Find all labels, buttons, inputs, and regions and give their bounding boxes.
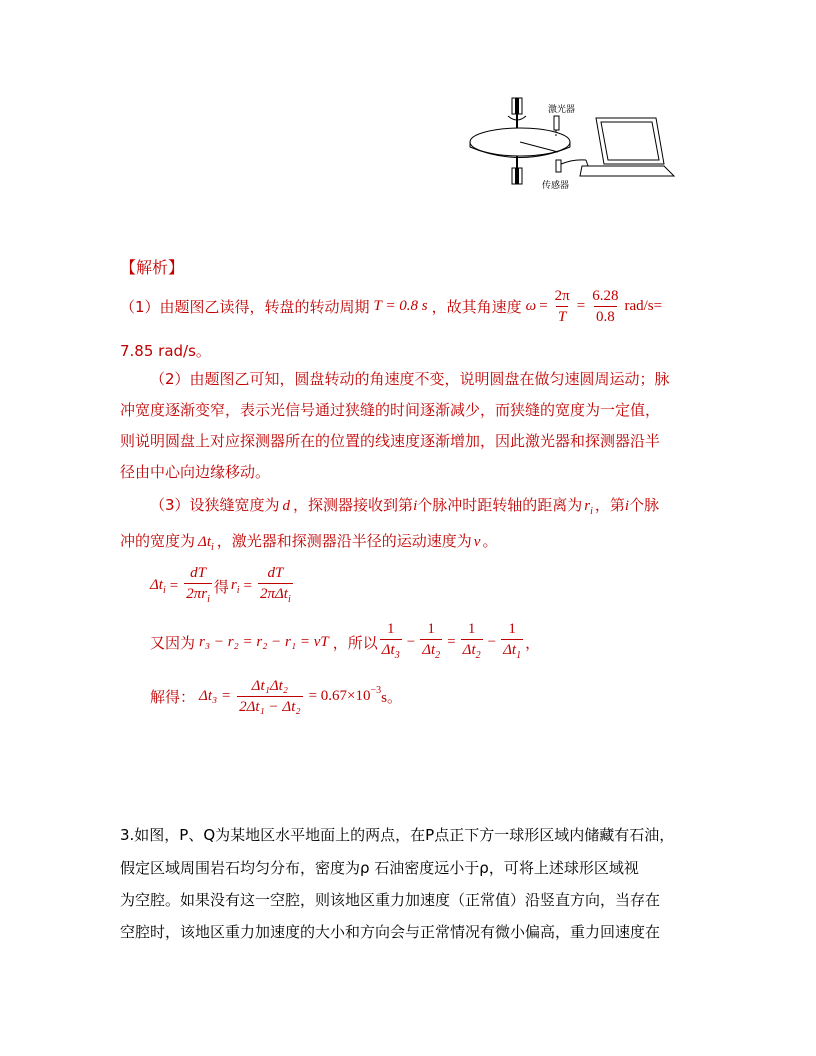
part1-line [120,286,662,326]
part2-line3: 则说明圆盘上对应探测器所在的位置的线速度逐渐增加，因此激光器和探测器沿半 [120,432,661,450]
part1-frac2-den: 0.8 [594,306,617,326]
experiment-figure [468,94,698,194]
q3-line3: 为空腔。如果没有这一空腔，则该地区重力加速度（正常值）沿竖直方向，当存在 [120,891,661,909]
eq2-prefix: 又因为 [150,633,196,652]
eq1-den: $2\pi r_i$ [184,583,212,609]
part3-l2-v: v [473,534,481,550]
sol-den: 2Δt₁ − Δt₂ [237,696,303,716]
part1-eq1: = [539,297,548,314]
sol-frac [237,677,303,716]
part3-eq1 [150,564,295,608]
part1-frac1 [553,287,572,326]
sol-lhs: Δt₃ = [199,687,232,704]
eq1-r: $r_i$ [230,576,240,596]
part3-l2-dt: $\Delta t_i$ [198,534,214,553]
sol-num: Δt₁Δt₂ [251,677,289,694]
laser-label: 激光器 [548,105,576,115]
part3-l1-b: ，探测器接收到第 [293,496,414,514]
part1-frac2-num: 6.28 [592,287,619,304]
part3-l2-c: 。 [482,532,498,550]
part1-omega: ω [525,297,537,314]
part1-frac2 [590,287,620,326]
part2-line4: 径由中心向边缘移动。 [120,463,271,481]
part3-line1 [150,494,659,517]
eq1-num: dT [190,564,206,581]
part1-mid: ，故其角速度 [431,297,522,316]
q3-line4: 空腔时，该地区重力加速度的大小和方向会与正常情况有微小偏高，重力回速度在 [120,923,661,941]
part1-unit: rad/s= [624,297,663,314]
eq1-den2: 2πΔt$_i$ [258,583,293,609]
part3-l1-i2: i [624,498,630,514]
sensor-label: 传感器 [542,181,570,191]
analysis-heading: 【解析】 [120,258,185,277]
sol-prefix: 解得： [150,687,196,706]
eq2-body: r₃ − r₂ = r₂ − r₁ = vT [199,633,329,650]
part3-l1-r: $r_i$ [584,498,593,517]
sol-exp: −3 [370,684,382,696]
eq2-frac-b: $\frac{1}{\Delta t_2}$ [420,620,442,665]
eq2-frac-c: $\frac{1}{\Delta t_2}$ [461,620,483,665]
eq1-lhs: $\Delta t_i$ [150,576,166,596]
eq2-frac-d: $\frac{1}{\Delta t_1}$ [501,620,523,665]
part3-eq2: 又因为 r₃ − r₂ = r₂ − r₁ = vT ，所以 $\frac{1}{\Delta t_3}$ − $\frac{1}{\Delta t_2}$ = $\frac{1}{\Delta t_2}$ − $\frac{1}{\Delta t_1}$ ， [150,620,540,664]
eq1-mid: 得 [213,577,229,596]
part3-l1-c: 个脉冲时距转轴的距离为 [417,496,583,514]
eq2-suffix: ， [525,633,541,652]
q3-line1: 3.如图，P、Q为某地区水平地面上的两点，在P点正下方一球形区域内储藏有石油， [120,826,675,844]
part1-period: T = 0.8 s [373,297,428,314]
part1-frac1-num: 2π [554,287,570,304]
part3-l1-d: d [282,498,291,514]
part1-frac1-den: T [556,306,568,326]
sol-unit: s。 [381,689,402,706]
sol-result: = 0.67×10 [308,687,371,704]
part3-l1-i: i [413,498,418,514]
part1-result: 7.85 rad/s。 [120,342,211,360]
part3-l1-a: （3）设狭缝宽度为 [150,496,280,514]
part2-line2: 冲宽度逐渐变窄，表示光信号通过狭缝的时间逐渐减少，而狭缝的宽度为一定值， [120,401,661,419]
experiment-diagram [468,94,698,194]
part3-line2 [120,530,497,553]
eq2-mid: ，所以 [332,633,378,652]
part3-l2-a: 冲的宽度为 [120,532,196,550]
eq2-frac-a: $\frac{1}{\Delta t_3}$ [380,620,402,665]
eq1-equals: = [169,577,179,594]
part1-prefix: （1）由题图乙读得，转盘的转动周期 [120,297,370,316]
part3-l1-f: 个脉 [629,496,660,514]
part3-l1-e: ，第 [594,496,625,514]
q3-line2: 假定区域周围岩石均匀分布，密度为ρ 石油密度远小于ρ，可将上述球形区域视 [120,859,639,877]
part3-solution [150,674,402,718]
eq1-num2: dT [267,564,284,581]
part3-l2-b: ，激光器和探测器沿半径的运动速度为 [216,532,472,550]
eq1-frac2 [258,564,293,609]
eq1-equals2: = [243,577,252,594]
eq1-frac [184,564,212,609]
part1-eq2: = [576,297,586,314]
part2-line1: （2）由题图乙可知，圆盘转动的角速度不变，说明圆盘在做匀速圆周运动；脉 [150,370,670,388]
